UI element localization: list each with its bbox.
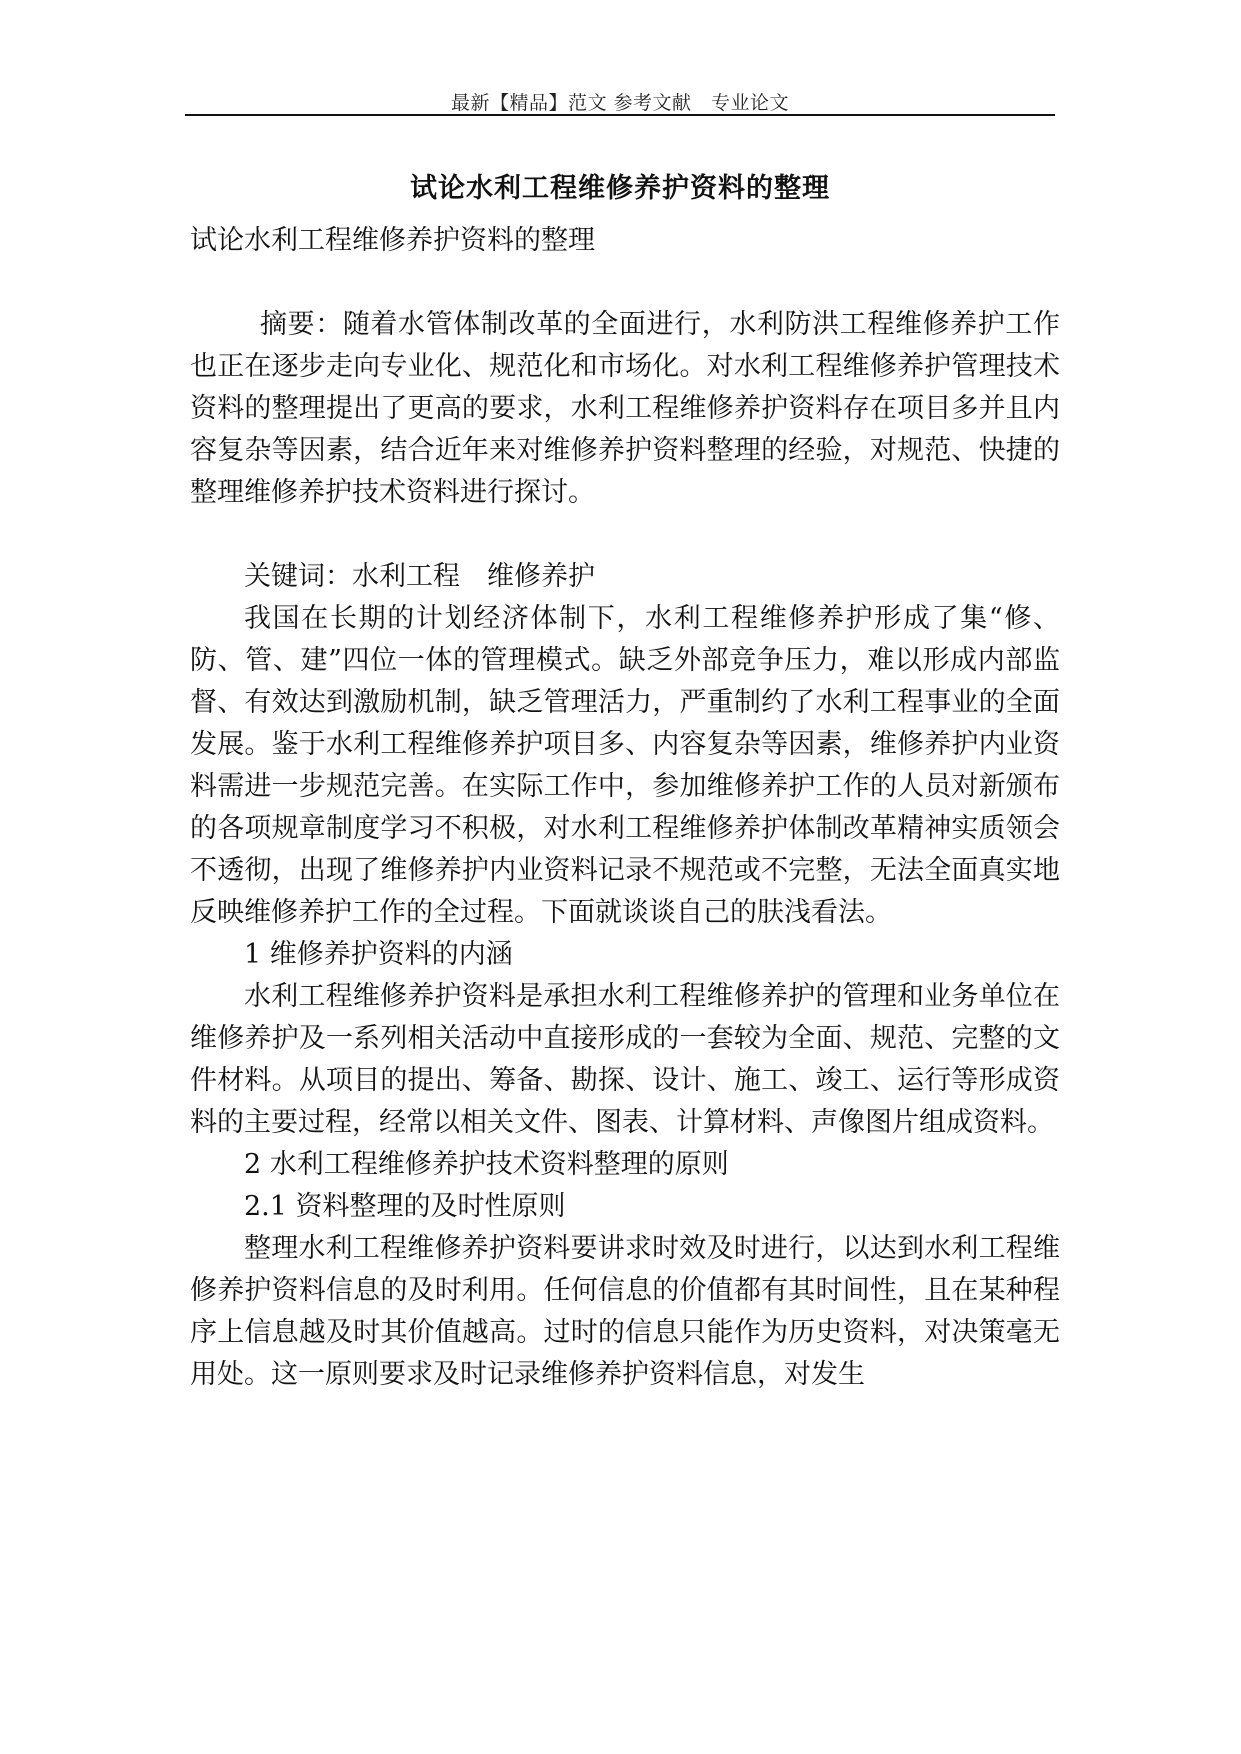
spacer (190, 262, 1060, 304)
body-paragraph: 我国在长期的计划经济体制下，水利工程维修养护形成了集“修、防、管、建”四位一体的管理模式。缺乏外部竞争压力，难以形成内部监督、有效达到激励机制，缺乏管理活力，严重制约了水利工程事业的全面发展。鉴于水利工程维修养护项目多、内容复杂等因素，维修养护内业资料需进一步规范完善。在实际工作中，参加维修养护工作的人员对新颁布的各项规章制度学习不积极，对水利工程维修养护体制改革精神实质领会不透彻，出现了维修养护内业资料记录不规范或不完整，无法全面真实地反映维修养护工作的全过程。下面就谈谈自己的肤浅看法。 (190, 603, 1060, 928)
body-paragraph: 整理水利工程维修养护资料要讲求时效及时进行，以达到水利工程维修养护资料信息的及时利用。任何信息的价值都有其时间性，且在某种程序上信息越及时其价值越高。过时的信息只能作为历史资料，对决策毫无用处。这一原则要求及时记录维修养护资料信息，对发生 (190, 1233, 1060, 1390)
section-heading: 1 维修养护资料的内涵 (244, 939, 513, 970)
body-paragraph: 水利工程维修养护资料是承担水利工程维修养护的管理和业务单位在维修养护及一系列相关活动中直接形成的一套较为全面、规范、完整的文件材料。从项目的提出、筹备、勘探、设计、施工、竣工、运行等形成资料的主要过程，经常以相关文件、图表、计算材料、声像图片组成资料。 (190, 981, 1060, 1138)
document-body (190, 220, 1060, 1396)
document-title: 试论水利工程维修养护资料的整理 (410, 173, 830, 204)
header-divider (185, 114, 1055, 116)
running-header: 最新【精品】范文 参考文献 专业论文 (450, 92, 790, 114)
keywords-line: 关键词：水利工程 维修养护 (244, 561, 595, 592)
section-heading: 2 水利工程维修养护技术资料整理的原则 (244, 1149, 729, 1180)
subsection-heading: 2.1 资料整理的及时性原则 (244, 1191, 566, 1222)
spacer (190, 514, 1060, 556)
abstract-paragraph: 摘要：随着水管体制改革的全面进行，水利防洪工程维修养护工作也正在逐步走向专业化、规范化和市场化。对水利工程维修养护管理技术资料的整理提出了更高的要求，水利工程维修养护资料存在项目多并且内容复杂等因素，结合近年来对维修养护资料整理的经验，对规范、快捷的整理维修养护技术资料进行探讨。 (190, 309, 1060, 508)
document-subtitle: 试论水利工程维修养护资料的整理 (190, 225, 595, 256)
